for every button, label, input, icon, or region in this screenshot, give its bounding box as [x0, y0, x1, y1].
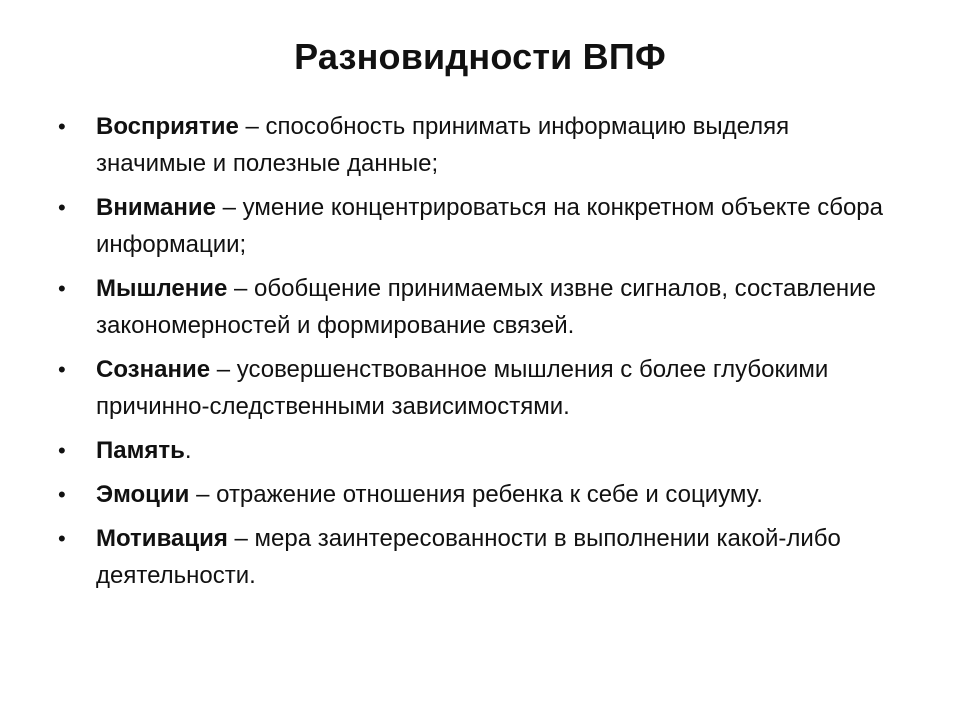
bullet-text: – мера заинтересованности в выполнении какой-либо деятельности.	[96, 525, 841, 589]
bullet-item-emotions	[58, 476, 898, 513]
bullet-list	[58, 108, 898, 601]
bullet-text: .	[184, 437, 192, 464]
bullet-term: Мышление	[96, 275, 228, 302]
bullet-text: – обобщение принимаемых извне сигналов, составление закономерностей и формирование связей.	[96, 275, 876, 339]
bullet-item-motivation	[58, 520, 898, 594]
bullet-term: Внимание	[96, 194, 216, 221]
bullet-text: – отражение отношения ребенка к себе и социуму.	[189, 481, 763, 508]
bullet-icon: •	[58, 526, 66, 551]
bullet-icon: •	[58, 276, 66, 301]
bullet-text: – способность принимать информацию выделяя значимые и полезные данные;	[96, 113, 790, 177]
bullet-text: – умение концентрироваться на конкретном объекте сбора информации;	[96, 194, 883, 258]
bullet-icon: •	[58, 438, 66, 463]
bullet-term: Восприятие	[96, 113, 239, 140]
bullet-item-attention	[58, 189, 898, 263]
bullet-icon: •	[58, 357, 66, 382]
bullet-term: Сознание	[96, 356, 211, 383]
bullet-item-memory	[58, 432, 898, 469]
bullet-text: – усовершенствованное мышления с более глубокими причинно-следственными зависимостями.	[96, 356, 829, 420]
bullet-icon: •	[58, 114, 66, 139]
bullet-term: Память	[96, 437, 185, 464]
bullet-item-consciousness	[58, 351, 898, 425]
bullet-term: Мотивация	[96, 525, 228, 552]
slide-title: Разновидности ВПФ	[294, 36, 666, 77]
bullet-item-thinking	[58, 270, 898, 344]
bullet-icon: •	[58, 482, 66, 507]
bullet-icon: •	[58, 195, 66, 220]
bullet-item-perception	[58, 108, 898, 182]
bullet-term: Эмоции	[96, 481, 190, 508]
